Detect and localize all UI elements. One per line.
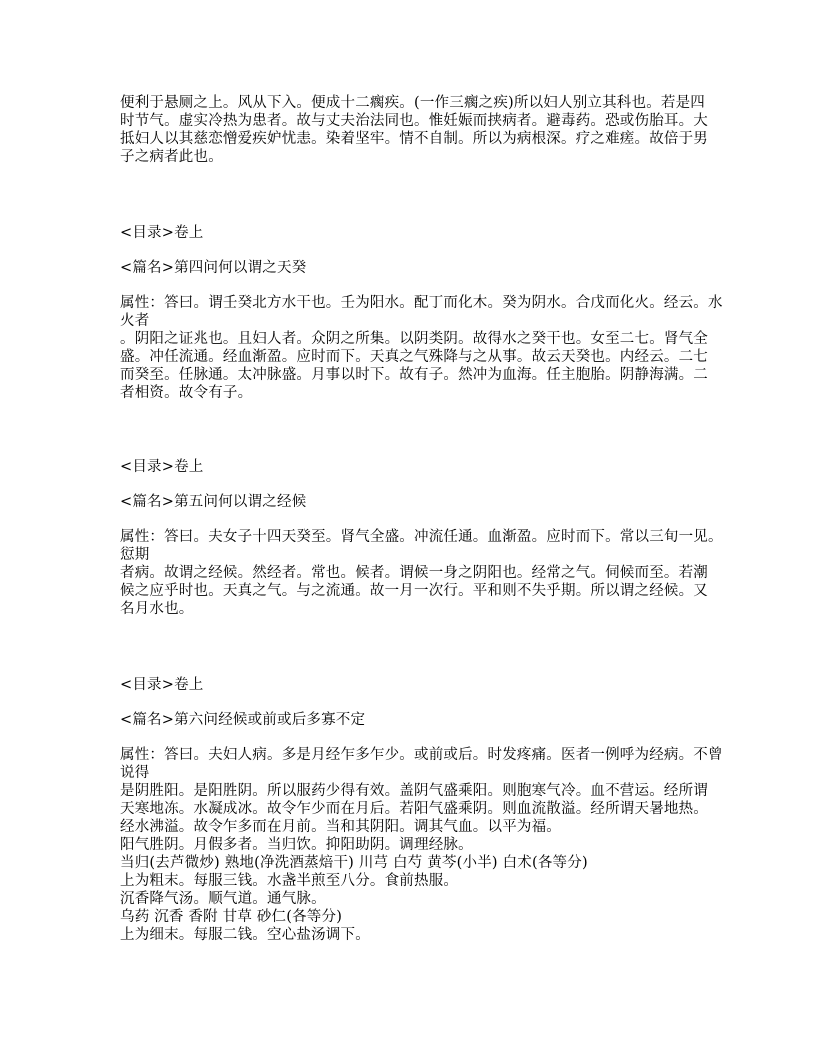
text-line: 时节气。虚实冷热为患者。故与丈夫治法同也。惟妊娠而挟病者。避毒药。恐或伤胎耳。大: [120, 113, 708, 129]
body-line: 属性：答曰。夫女子十四天癸至。肾气全盛。冲流任通。血渐盈。应时而下。常以三旬一见。: [120, 529, 723, 545]
body-line: 属性：答曰。谓壬癸北方水干也。壬为阳水。配丁而化木。癸为阴水。合戊而化火。经云。水: [120, 295, 723, 311]
catalog-heading: <目录>卷上: [120, 225, 204, 241]
text-line: 便利于悬厕之上。风从下入。便成十二瘸疾。(一作三瘸之疾)所以妇人别立其科也。若是四: [120, 95, 706, 111]
text-line: 子之病者此也。: [120, 149, 223, 165]
body-line: 沉香降气汤。顺气道。通气脉。: [120, 891, 326, 907]
section-title: <篇名>第六问经候或前或后多寡不定: [120, 712, 366, 728]
body-line: 者相资。故令有子。: [120, 385, 253, 401]
prescription-line: 乌药 沉香 香附 甘草 砂仁(各等分): [120, 909, 343, 925]
body-line: 经水沸溢。故令乍多而在月前。当和其阴阳。调其气血。以平为福。: [120, 819, 561, 835]
body-line: 天寒地冻。水凝成冰。故令乍少而在月后。若阳气盛乘阴。则血流散溢。经所谓天暑地热。: [120, 801, 708, 817]
catalog-heading: <目录>卷上: [120, 677, 204, 693]
body-line: 上为细末。每服二钱。空心盐汤调下。: [120, 927, 370, 943]
body-line: 火者: [120, 313, 150, 329]
body-line: 阳气胜阴。月假多者。当归饮。抑阳助阴。调理经脉。: [120, 837, 473, 853]
prescription-line: 当归(去芦微炒) 熟地(净洗酒蒸焙干) 川芎 白芍 黄芩(小半) 白术(各等分): [120, 855, 588, 871]
body-line: 是阴胜阳。是阳胜阴。所以服药少得有效。盖阴气盛乘阳。则胞寒气冷。血不营运。经所谓: [120, 783, 708, 799]
body-line: 说得: [120, 765, 150, 781]
body-line: 候之应乎时也。天真之气。与之流通。故一月一次行。平和则不失乎期。所以谓之经候。又: [120, 583, 708, 599]
body-line: 名月水也。: [120, 601, 194, 617]
section-title: <篇名>第五问何以谓之经候: [120, 494, 307, 510]
body-line: 盛。冲任流通。经血渐盈。应时而下。天真之气殊降与之从事。故云天癸也。内经云。二七: [120, 349, 708, 365]
section-title: <篇名>第四问何以谓之天癸: [120, 260, 307, 276]
body-line: 而癸至。任脉通。太冲脉盛。月事以时下。故有子。然冲为血海。任主胞胎。阴静海满。二: [120, 367, 708, 383]
body-line: 者病。故谓之经候。然经者。常也。候者。谓候一身之阴阳也。经常之气。伺候而至。若潮: [120, 565, 708, 581]
catalog-heading: <目录>卷上: [120, 459, 204, 475]
text-line: 抵妇人以其慈恋憎爱疾妒忧恚。染着坚牢。情不自制。所以为病根深。疗之难瘥。故倍于男: [120, 131, 708, 147]
body-line: 属性：答曰。夫妇人病。多是月经乍多乍少。或前或后。时发疼痛。医者一例呼为经病。不曾: [120, 747, 723, 763]
body-line: 。阴阳之证兆也。且妇人者。众阴之所集。以阴类阴。故得水之癸干也。女至二七。肾气全: [120, 331, 708, 347]
body-line: 愆期: [120, 547, 150, 563]
body-line: 上为粗末。每服三钱。水盏半煎至八分。食前热服。: [120, 873, 459, 889]
